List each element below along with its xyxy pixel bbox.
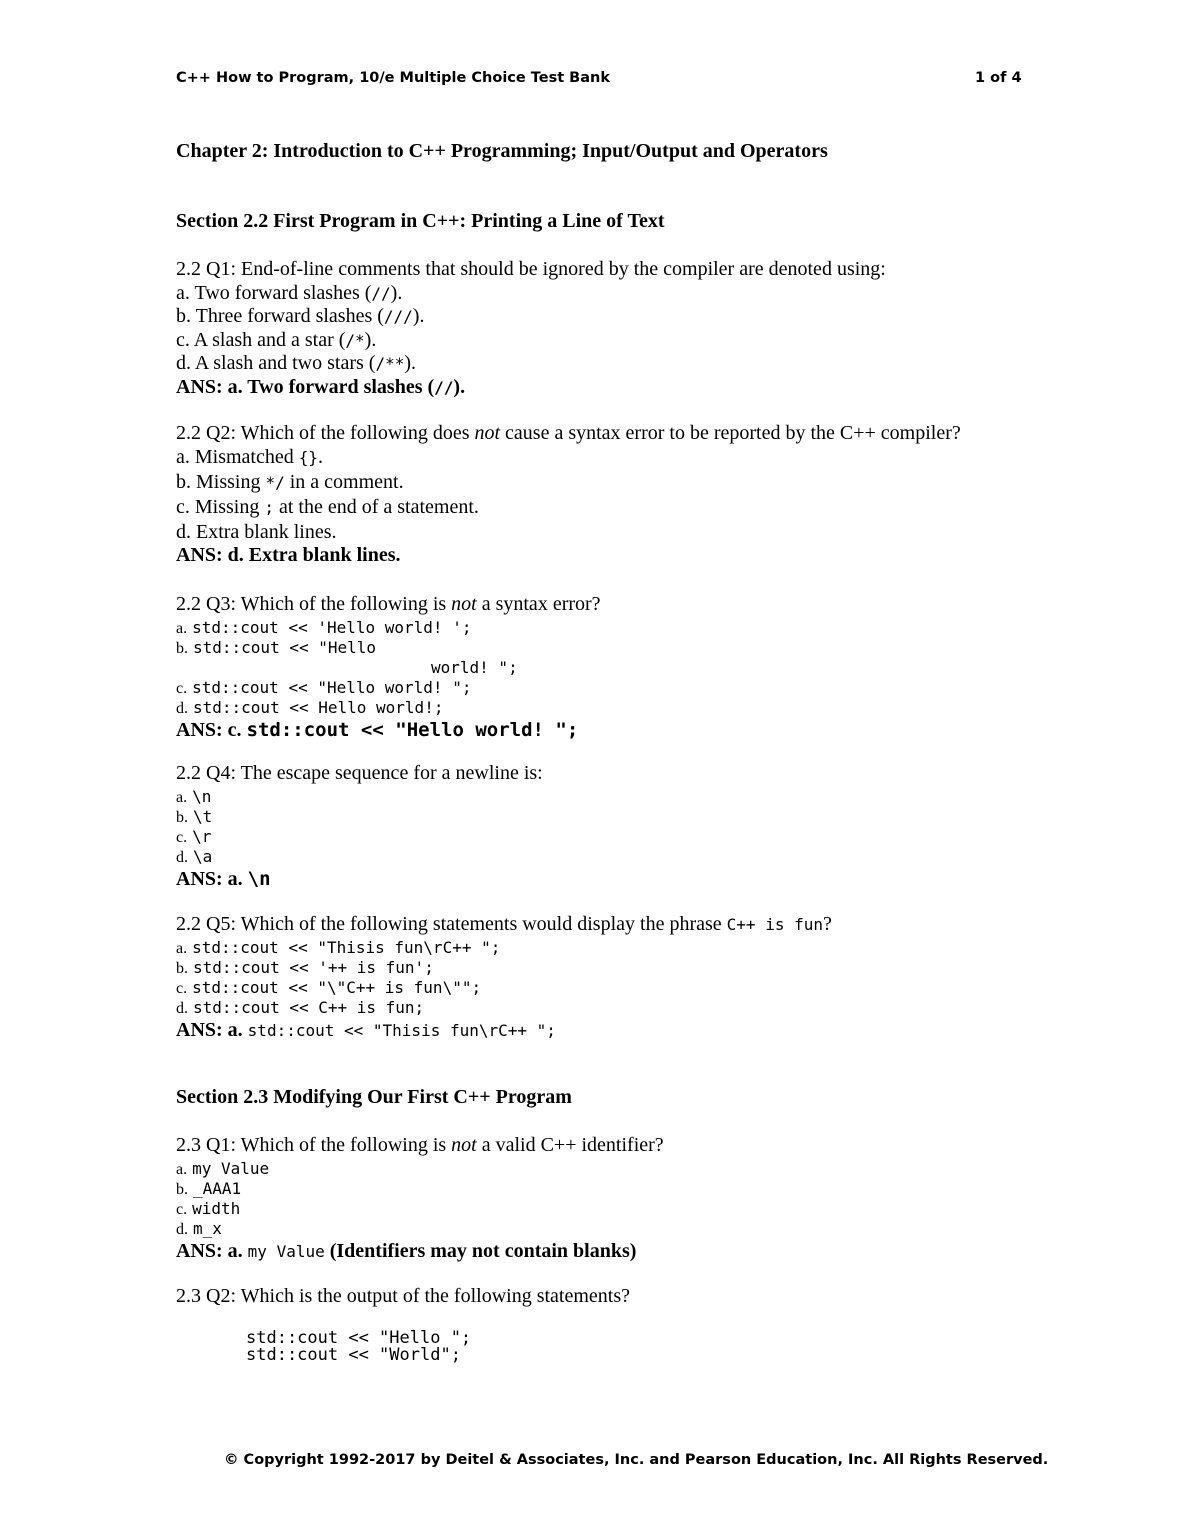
option-d: d. Extra blank lines. bbox=[176, 520, 337, 543]
code-line: std::cout << "World"; bbox=[246, 1345, 461, 1365]
section-heading-2-3: Section 2.3 Modifying Our First C++ Program bbox=[176, 1086, 572, 1108]
option-b: b. Missing */ in a comment. bbox=[176, 470, 404, 493]
option-d: d. m_x bbox=[176, 1218, 222, 1238]
answer: ANS: a. std::cout << "Thisis fun\rC++ "; bbox=[176, 1018, 556, 1041]
answer: ANS: a. my Value (Identifiers may not contain blanks) bbox=[176, 1239, 637, 1262]
code-line: std::cout << "Hello "; bbox=[246, 1328, 472, 1348]
option-c: c. \r bbox=[176, 826, 212, 846]
answer: ANS: c. std::cout << "Hello world! "; bbox=[176, 718, 579, 741]
answer: ANS: a. \n bbox=[176, 867, 271, 890]
code-snippet bbox=[246, 1330, 471, 1364]
question-2-3-q2 bbox=[176, 1285, 630, 1309]
option-a: a. Mismatched {}. bbox=[176, 445, 324, 468]
question-2-2-q3 bbox=[176, 593, 601, 743]
question-2-2-q1 bbox=[176, 258, 886, 399]
option-a: a. my Value bbox=[176, 1158, 270, 1178]
copyright-footer: © Copyright 1992-2017 by Deitel & Associates, Inc. and Pearson Education, Inc. All Rights Reserved. bbox=[224, 1452, 1049, 1468]
option-d: d. \a bbox=[176, 846, 213, 866]
question-stem: 2.2 Q5: Which of the following statements would display the phrase C++ is fun? bbox=[176, 913, 832, 935]
option-d: d. std::cout << C++ is fun; bbox=[176, 997, 425, 1017]
option-b: b. \t bbox=[176, 806, 213, 826]
option-a: a. Two forward slashes (//). bbox=[176, 281, 403, 304]
option-d: d. std::cout << Hello world!; bbox=[176, 697, 444, 717]
answer: ANS: a. Two forward slashes (//). bbox=[176, 375, 466, 398]
question-stem: 2.3 Q1: Which of the following is not a valid C++ identifier? bbox=[176, 1134, 664, 1156]
option-c: c. width bbox=[176, 1198, 241, 1218]
page-header-title: C++ How to Program, 10/e Multiple Choice Test Bank bbox=[176, 70, 610, 86]
option-b: b. std::cout << '++ is fun'; bbox=[176, 957, 434, 977]
option-b: b. std::cout << "Hello bbox=[176, 637, 377, 657]
question-stem: 2.2 Q1: End-of-line comments that should be ignored by the compiler are denoted using: bbox=[176, 258, 886, 280]
option-a: a. \n bbox=[176, 786, 212, 806]
question-2-2-q2 bbox=[176, 422, 961, 568]
option-a: a. std::cout << 'Hello world! '; bbox=[176, 617, 472, 637]
question-stem: 2.2 Q2: Which of the following does not cause a syntax error to be reported by the C++ compiler? bbox=[176, 422, 961, 444]
question-2-3-q1 bbox=[176, 1134, 664, 1264]
question-2-2-q5 bbox=[176, 913, 832, 1043]
option-a: a. std::cout << "Thisis fun\rC++ "; bbox=[176, 937, 501, 957]
option-c: c. Missing ; at the end of a statement. bbox=[176, 495, 479, 518]
option-b: b. Three forward slashes (///). bbox=[176, 305, 425, 327]
option-b: b. _AAA1 bbox=[176, 1178, 242, 1198]
page-number: 1 of 4 bbox=[975, 70, 1022, 86]
option-c: c. std::cout << "Hello world! "; bbox=[176, 677, 472, 697]
option-c: c. std::cout << "\"C++ is fun\""; bbox=[176, 977, 482, 997]
option-d: d. A slash and two stars (/**). bbox=[176, 352, 417, 374]
option-c: c. A slash and a star (/*). bbox=[176, 328, 377, 351]
question-stem: 2.3 Q2: Which is the output of the following statements? bbox=[176, 1285, 631, 1307]
question-2-2-q4 bbox=[176, 762, 543, 892]
option-b-continuation: world! "; bbox=[431, 657, 518, 677]
question-stem: 2.2 Q3: Which of the following is not a syntax error? bbox=[176, 593, 601, 615]
chapter-title: Chapter 2: Introduction to C++ Programming; Input/Output and Operators bbox=[176, 140, 828, 162]
answer: ANS: d. Extra blank lines. bbox=[176, 544, 401, 566]
section-heading-2-2: Section 2.2 First Program in C++: Printing a Line of Text bbox=[176, 210, 665, 232]
question-stem: 2.2 Q4: The escape sequence for a newline is: bbox=[176, 762, 543, 784]
